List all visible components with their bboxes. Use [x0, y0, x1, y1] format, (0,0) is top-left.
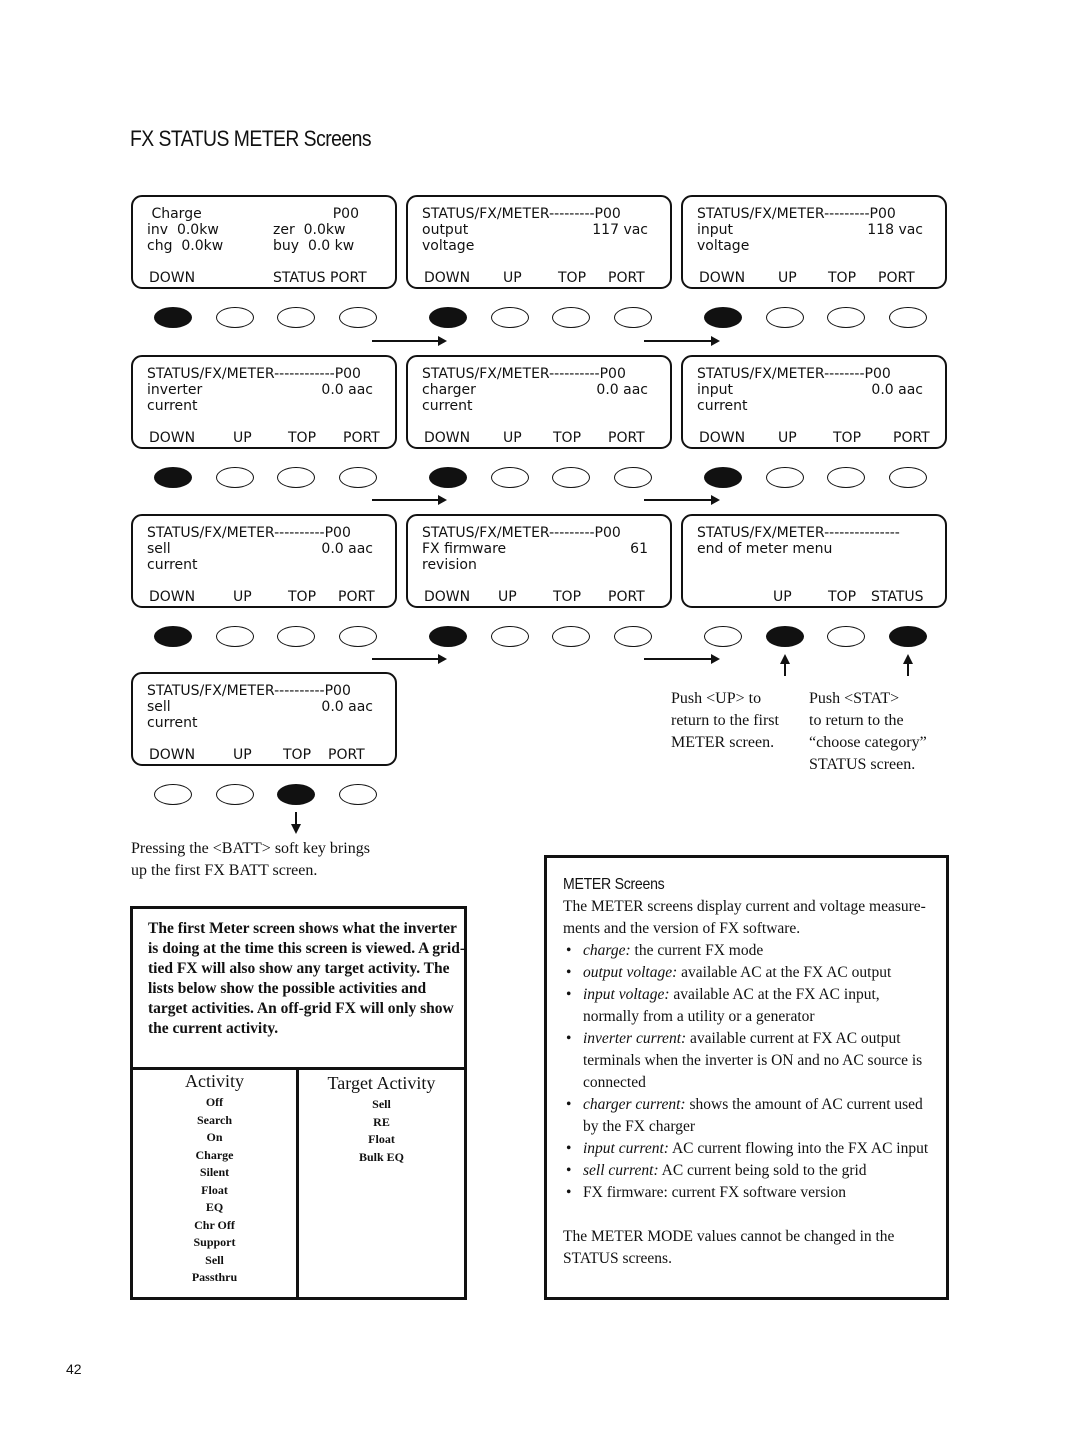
soft-key-button[interactable]	[154, 467, 192, 488]
soft-key-label: UP	[778, 270, 797, 286]
activity-item: Passthru	[191, 1270, 238, 1284]
activity-intro: The first Meter screen shows what the inverter is doing at the time this screen is viewed. A grid-tied FX will also show any target activity. The lists below show the possible activities and target activities. An off-grid FX will only show the current activity.	[148, 920, 466, 1037]
lcd-screen	[131, 355, 397, 449]
soft-key-label: UP	[233, 430, 252, 446]
meter-term: charge:	[583, 942, 631, 959]
soft-key-button[interactable]	[216, 626, 254, 647]
activity-item: Silent	[199, 1165, 230, 1179]
note-line: Push <STAT>	[809, 690, 900, 707]
lcd-text: STATUS/FX/METER------------P00	[147, 366, 361, 382]
lcd-screen	[131, 672, 397, 766]
soft-key-label: DOWN	[424, 270, 471, 286]
lcd-text: STATUS/FX/METER----------P00	[147, 525, 351, 541]
soft-key-label: UP	[773, 589, 792, 605]
meter-heading: METER Screens	[563, 876, 665, 893]
soft-key-label: PORT	[608, 589, 645, 605]
lcd-text: Charge	[147, 206, 202, 222]
activity-item: Float	[201, 1182, 228, 1197]
lcd-screen	[406, 514, 672, 608]
soft-key-button[interactable]	[614, 307, 652, 328]
target-activity-item: Float	[368, 1132, 395, 1146]
lcd-text: voltage	[697, 238, 750, 254]
lcd-text: charger	[422, 382, 476, 398]
lcd-text: input	[697, 382, 734, 398]
flow-arrow	[644, 499, 718, 501]
lcd-screen	[406, 355, 672, 449]
soft-key-label: DOWN	[149, 747, 196, 763]
lcd-screen	[681, 514, 947, 608]
lcd-text: current	[147, 715, 198, 731]
activity-heading: Activity	[185, 1071, 244, 1091]
lcd-text: current	[697, 398, 748, 414]
target-activity-item: Sell	[372, 1097, 391, 1111]
soft-key-button[interactable]	[339, 626, 377, 647]
meter-description: available AC at the FX AC input, normally from a utility or a generator	[583, 986, 880, 1025]
meter-description: the current FX mode	[630, 942, 764, 959]
soft-key-button[interactable]	[614, 467, 652, 488]
soft-key-button[interactable]	[216, 784, 254, 805]
lcd-text: inv 0.0kw	[147, 222, 219, 238]
meter-description: shows the amount of AC current used by the FX charger	[583, 1096, 923, 1135]
soft-key-label: TOP	[833, 430, 862, 446]
soft-key-label: TOP	[558, 270, 587, 286]
lcd-text: end of meter menu	[697, 541, 833, 557]
soft-key-button[interactable]	[766, 626, 804, 647]
soft-key-label: PORT	[338, 589, 375, 605]
soft-key-label: PORT	[608, 270, 645, 286]
activity-item: EQ	[205, 1200, 224, 1214]
lcd-text: inverter	[147, 382, 203, 398]
soft-key-button[interactable]	[429, 307, 467, 328]
meter-list-item	[563, 984, 935, 1028]
soft-key-label: UP	[503, 270, 522, 286]
flow-arrow	[372, 340, 445, 342]
soft-key-label: PORT	[343, 430, 380, 446]
flow-arrow	[644, 340, 718, 342]
page-title: FX STATUS METER Screens	[130, 126, 372, 151]
soft-key-button[interactable]	[339, 307, 377, 328]
lcd-text: P00	[332, 206, 359, 222]
soft-key-label: TOP	[288, 589, 317, 605]
lcd-text: chg 0.0kw	[147, 238, 224, 254]
soft-key-button[interactable]	[614, 626, 652, 647]
meter-list-item	[563, 1160, 935, 1182]
soft-key-button[interactable]	[277, 784, 315, 805]
lcd-text: current	[147, 557, 198, 573]
lcd-text: STATUS/FX/METER---------------	[697, 525, 900, 541]
soft-key-button[interactable]	[704, 467, 742, 488]
soft-key-label: PORT	[893, 430, 930, 446]
meter-term: inverter current:	[583, 1030, 687, 1047]
target-activity-column	[299, 1072, 464, 1166]
soft-key-button[interactable]	[491, 307, 529, 328]
lcd-text: STATUS/FX/METER----------P00	[147, 683, 351, 699]
lcd-text: STATUS/FX/METER--------P00	[697, 366, 891, 382]
lcd-screen	[406, 195, 672, 289]
lcd-text: 117 vac	[592, 222, 648, 238]
note-line: Push <UP> to	[671, 690, 762, 707]
meter-term: input current:	[583, 1140, 669, 1157]
soft-key-label: TOP	[553, 430, 582, 446]
lcd-text: 0.0 aac	[871, 382, 923, 398]
soft-key-label: DOWN	[149, 270, 196, 286]
lcd-text: STATUS/FX/METER----------P00	[422, 366, 626, 382]
push-stat-note	[809, 688, 927, 776]
soft-key-label: UP	[233, 747, 252, 763]
flow-arrow	[644, 658, 718, 660]
lcd-text: STATUS/FX/METER---------P00	[422, 206, 621, 222]
soft-key-label: STATUS	[273, 270, 326, 286]
note-line: STATUS screen.	[809, 756, 916, 773]
soft-key-button[interactable]	[339, 784, 377, 805]
lcd-text: STATUS/FX/METER---------P00	[422, 525, 621, 541]
meter-list-item	[563, 940, 935, 962]
meter-description: AC current flowing into the FX AC input	[668, 1140, 929, 1157]
meter-list-item	[563, 1094, 935, 1138]
soft-key-label: PORT	[328, 747, 365, 763]
meter-footer: The METER MODE values cannot be changed in the STATUS screens.	[563, 1228, 895, 1267]
lcd-text: sell	[147, 541, 171, 557]
batt-note	[131, 838, 370, 882]
lcd-text: current	[422, 398, 473, 414]
activity-item: Support	[193, 1235, 236, 1249]
lcd-text: buy 0.0 kw	[273, 238, 355, 254]
lcd-text: 0.0 aac	[321, 699, 373, 715]
note-line: up the first FX BATT screen.	[131, 862, 318, 879]
soft-key-button[interactable]	[889, 467, 927, 488]
lcd-text: sell	[147, 699, 171, 715]
soft-key-button[interactable]	[552, 626, 590, 647]
soft-key-label: DOWN	[149, 589, 196, 605]
soft-key-button[interactable]	[429, 626, 467, 647]
soft-key-button[interactable]	[339, 467, 377, 488]
meter-description: FX firmware: current FX software version	[583, 1184, 846, 1201]
note-line: Pressing the <BATT> soft key brings	[131, 840, 370, 857]
meter-term: charger current:	[583, 1096, 686, 1113]
meter-term: input voltage:	[583, 986, 670, 1003]
lcd-text: input	[697, 222, 734, 238]
soft-key-button[interactable]	[827, 307, 865, 328]
soft-key-button[interactable]	[154, 784, 192, 805]
page-number: 42	[66, 1361, 82, 1377]
lcd-text: 118 vac	[867, 222, 923, 238]
lcd-text: STATUS/FX/METER---------P00	[697, 206, 896, 222]
soft-key-label: UP	[233, 589, 252, 605]
activity-item: Charge	[195, 1147, 234, 1162]
lcd-text: 0.0 aac	[596, 382, 648, 398]
lcd-text: revision	[422, 557, 477, 573]
soft-key-label: UP	[498, 589, 517, 605]
soft-key-button[interactable]	[827, 626, 865, 647]
flow-arrow	[372, 658, 445, 660]
meter-screens-box	[544, 855, 949, 1300]
lcd-text: current	[147, 398, 198, 414]
soft-key-label: DOWN	[699, 430, 746, 446]
activity-item: Chr Off	[194, 1217, 235, 1232]
soft-key-button[interactable]	[154, 307, 192, 328]
lcd-screen	[131, 195, 397, 289]
meter-list-item	[563, 1028, 935, 1094]
soft-key-label: UP	[778, 430, 797, 446]
soft-key-label: DOWN	[424, 430, 471, 446]
soft-key-button[interactable]	[277, 467, 315, 488]
lcd-text: voltage	[422, 238, 475, 254]
soft-key-button[interactable]	[277, 626, 315, 647]
soft-key-label: UP	[503, 430, 522, 446]
soft-key-button[interactable]	[827, 467, 865, 488]
soft-key-button[interactable]	[277, 307, 315, 328]
soft-key-button[interactable]	[704, 307, 742, 328]
lcd-text: 0.0 aac	[321, 541, 373, 557]
meter-description: available AC at the FX AC output	[677, 964, 892, 981]
soft-key-button[interactable]	[552, 307, 590, 328]
lcd-screen	[681, 355, 947, 449]
lcd-screen	[681, 195, 947, 289]
activity-item: Off	[205, 1095, 224, 1109]
soft-key-button[interactable]	[889, 626, 927, 647]
meter-list-item	[563, 1182, 935, 1204]
lcd-text: output	[422, 222, 469, 238]
up-arrow-icon	[784, 658, 786, 676]
meter-intro: The METER screens display current and voltage measure-ments and the version of FX software.	[563, 898, 926, 937]
activity-column	[133, 1070, 296, 1287]
target-activity-item: Bulk EQ	[358, 1149, 405, 1164]
meter-list	[563, 940, 935, 1204]
flow-arrow	[372, 499, 445, 501]
soft-key-label: DOWN	[699, 270, 746, 286]
lcd-text: FX firmware	[422, 541, 507, 557]
soft-key-label: PORT	[330, 270, 367, 286]
soft-key-button[interactable]	[766, 307, 804, 328]
target-activity-item: RE	[373, 1114, 390, 1129]
activity-item: Search	[196, 1112, 233, 1127]
lcd-text: 61	[630, 541, 648, 557]
soft-key-button[interactable]	[889, 307, 927, 328]
activity-item: Sell	[205, 1252, 224, 1267]
up-arrow-icon	[907, 658, 909, 676]
soft-key-label: TOP	[288, 430, 317, 446]
soft-key-label: TOP	[828, 270, 857, 286]
note-line: “choose category”	[809, 734, 927, 751]
soft-key-button[interactable]	[154, 626, 192, 647]
soft-key-label: PORT	[608, 430, 645, 446]
soft-key-label: PORT	[878, 270, 915, 286]
soft-key-label: TOP	[283, 747, 312, 763]
soft-key-button[interactable]	[216, 307, 254, 328]
target-activity-heading: Target Activity	[327, 1073, 436, 1093]
meter-list-item	[563, 1138, 935, 1160]
push-up-note	[671, 688, 779, 754]
note-line: to return to the	[809, 712, 904, 729]
lcd-text: 0.0 aac	[321, 382, 373, 398]
soft-key-button[interactable]	[491, 467, 529, 488]
down-arrow-icon	[295, 812, 297, 830]
note-line: METER screen.	[671, 734, 775, 751]
meter-list-item	[563, 962, 935, 984]
soft-key-button[interactable]	[704, 626, 742, 647]
soft-key-label: STATUS	[871, 589, 924, 605]
soft-key-label: TOP	[553, 589, 582, 605]
soft-key-button[interactable]	[491, 626, 529, 647]
soft-key-button[interactable]	[766, 467, 804, 488]
soft-key-button[interactable]	[429, 467, 467, 488]
soft-key-label: TOP	[828, 589, 857, 605]
activity-item: On	[206, 1130, 223, 1144]
meter-description: available current at FX AC output terminals when the inverter is ON and no AC source is connected	[583, 1030, 923, 1091]
lcd-screen	[131, 514, 397, 608]
meter-term: sell current:	[583, 1162, 659, 1179]
meter-description: AC current being sold to the grid	[658, 1162, 867, 1179]
soft-key-button[interactable]	[216, 467, 254, 488]
meter-term: output voltage:	[583, 964, 678, 981]
note-line: return to the first	[671, 712, 779, 729]
lcd-text: zer 0.0kw	[273, 222, 346, 238]
soft-key-label: DOWN	[149, 430, 196, 446]
soft-key-button[interactable]	[552, 467, 590, 488]
soft-key-label: DOWN	[424, 589, 471, 605]
